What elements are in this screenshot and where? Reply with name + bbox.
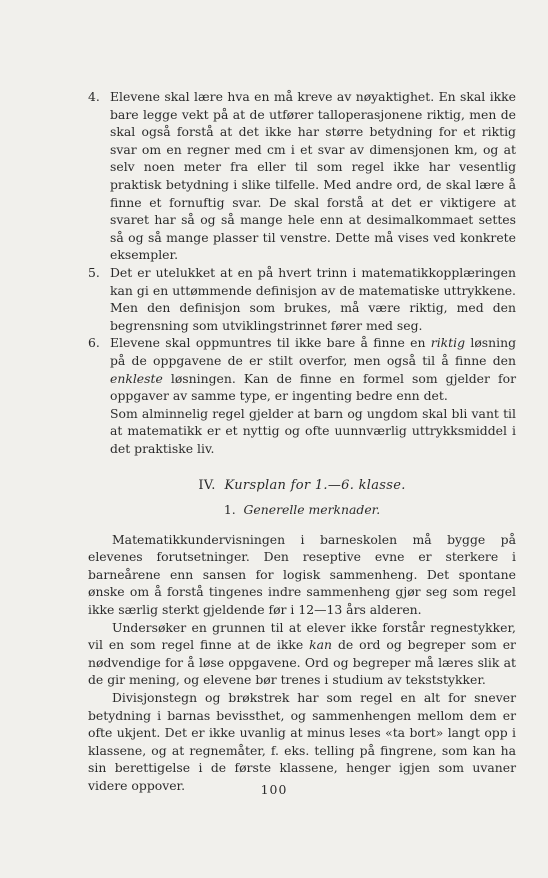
paragraph: Matematikkundervisningen i barneskolen må bygge på elevenes forutsetninger. Den reseptive evne er sterkere i barneårene enn sansen for logisk sammenheng. Det spontane ønske om å forstå tingenes indre sammenheng gjør seg som regel ikke særlig sterkt gjeldende før i 12—13 års alderen. bbox=[88, 531, 516, 618]
item-text-part: løsningen. Kan de finne en formel som gjelder for oppgaver av samme type, er ingenting bedre enn det. bbox=[110, 370, 516, 404]
item-number: 6. bbox=[88, 335, 100, 351]
section-title: Kursplan for 1.—6. klasse. bbox=[224, 478, 406, 494]
list-item bbox=[88, 334, 516, 404]
emphasis-enkleste: enkleste bbox=[110, 370, 163, 386]
list-item bbox=[88, 88, 516, 264]
subsection-numeral: 1. bbox=[223, 502, 236, 518]
subsection-title: Generelle merknader. bbox=[243, 502, 381, 518]
list-item bbox=[88, 264, 516, 334]
subsection-heading bbox=[88, 501, 516, 519]
paragraph-part: Undersøker en grunnen til at elever ikke forstår regnestykker, vil en som regel finne at de ikke bbox=[88, 619, 516, 653]
item-text-part: Elevene skal oppmuntres til ikke bare å finne en bbox=[110, 335, 431, 351]
paragraph bbox=[88, 619, 516, 689]
section-numeral: IV. bbox=[198, 478, 216, 494]
paragraph-part: de ord og begreper som er nødvendige for å løse oppgavene. Ord og begreper må læres slik at de gir mening, og elevene bør trenes i studium av tekststykker. bbox=[88, 637, 516, 688]
item-number: 5. bbox=[88, 264, 100, 280]
item-text-part: løsning på de oppgavene de er stilt overfor, men også til å finne den bbox=[110, 335, 517, 368]
emphasis-riktig: riktig bbox=[430, 335, 466, 351]
section-heading bbox=[88, 477, 516, 495]
text-column bbox=[88, 88, 516, 795]
item-number: 4. bbox=[88, 89, 100, 104]
emphasis-kan: kan bbox=[309, 637, 333, 653]
item-continuation: Som alminnelig regel gjelder at barn og ungdom skal bli vant til at matematikk er et nyttig og ofte uunnværlig uttrykksmiddel i det praktiske liv. bbox=[110, 405, 516, 456]
page-number: 100 bbox=[260, 782, 288, 797]
paragraph: Divisjonstegn og brøkstrek har som regel en alt for snever betydning i barnas bevissthet, og sammenhengen mellom dem er ofte ukjent. Det er ikke uvanlig at minus leses «ta bort» langt opp i klassene, og at regnemåter, f. eks. telling på fingrene, som kan ha sin berettigelse i de første klassene, henger igjen som uvaner videre oppover. bbox=[88, 690, 516, 793]
item-text: Det er utelukket at en på hvert trinn i matematikkopplæringen kan gi en uttømmende definisjon av de matematiske uttrykkene. Men den definisjon som brukes, må være riktig, med den begrensning som utviklingstrinnet fører med seg. bbox=[110, 264, 516, 333]
item-text bbox=[110, 334, 516, 404]
item-text: Elevene skal lære hva en må kreve av nøyaktighet. En skal ikke bare legge vekt på at de utfører talloperasjonene riktig, men de skal også forstå at det ikke har større betydning for et riktig svar om en regner med cm i et svar av dimensjonen km, og at selv noen meter fra eller til som regel ikke har vesentlig praktisk betydning i slike tilfelle. Med andre ord, de skal lære å finne et fornuftig svar. De skal forstå at det er viktigere at svaret har så og så mange hele enn at desimalkommaet settes så og så mange plasser til venstre. Dette må vises ved konkrete eksempler. bbox=[110, 89, 516, 263]
